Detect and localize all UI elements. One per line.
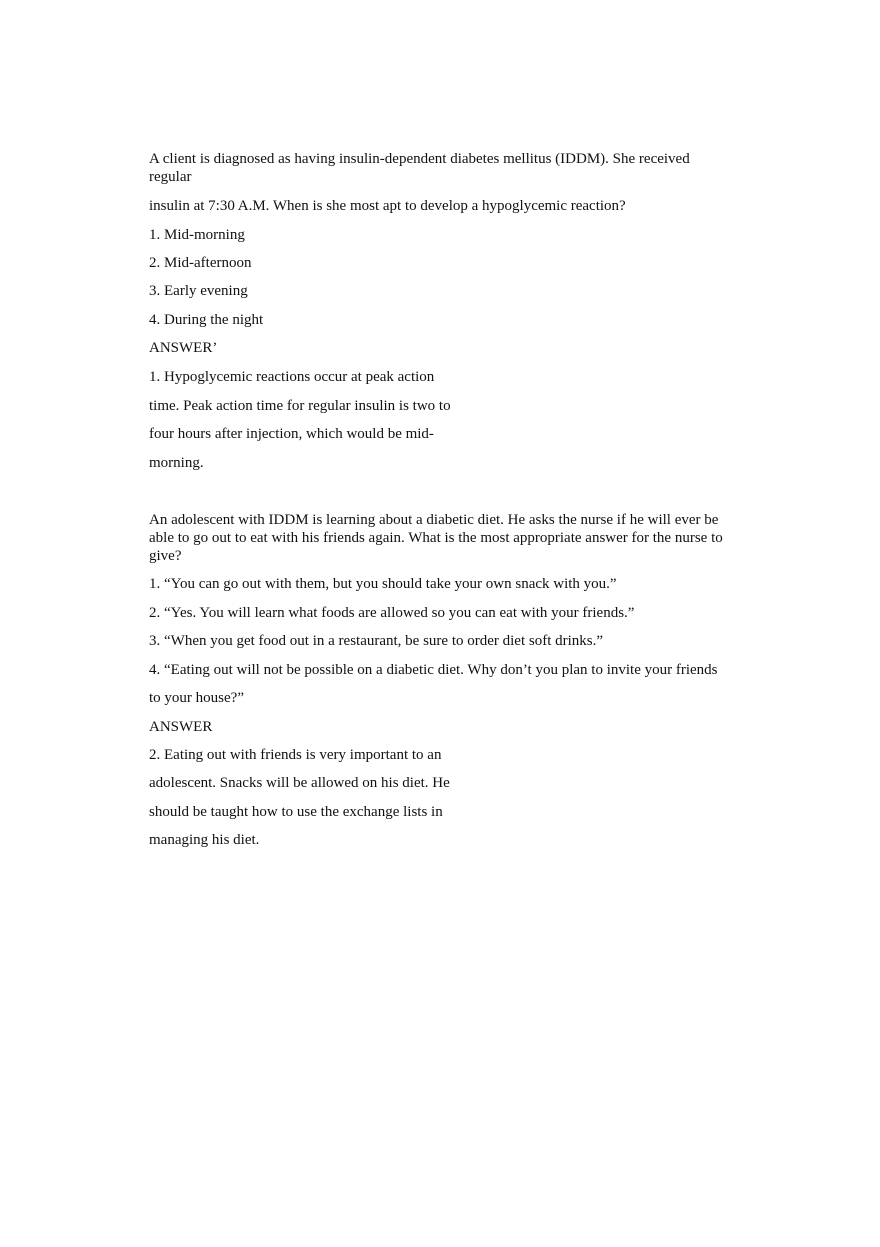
q2-option-3: 3. “When you get food out in a restaurant, be sure to order diet soft drinks.” <box>149 633 604 649</box>
q1-option-2: 2. Mid-afternoon <box>149 255 252 271</box>
q2-answer-line-3: should be taught how to use the exchange lists in <box>149 804 443 820</box>
q2-option-1: 1. “You can go out with them, but you should take your own snack with you.” <box>149 576 617 592</box>
q2-option-4-continued: to your house?” <box>149 690 244 706</box>
q2-option-4: 4. “Eating out will not be possible on a diabetic diet. Why don’t you plan to invite your friends <box>149 662 718 678</box>
q2-stem-line-2: able to go out to eat with his friends again. What is the most appropriate answer for the nurse to <box>149 530 723 546</box>
q1-answer-heading: ANSWER’ <box>149 340 218 356</box>
q2-answer-heading: ANSWER <box>149 719 213 735</box>
q2-option-2: 2. “Yes. You will learn what foods are allowed so you can eat with your friends.” <box>149 605 635 621</box>
q2-answer-line-1: 2. Eating out with friends is very important to an <box>149 747 442 763</box>
q1-option-4: 4. During the night <box>149 312 264 328</box>
q2-answer-line-4: managing his diet. <box>149 832 260 848</box>
q1-stem-line-1: A client is diagnosed as having insulin-dependent diabetes mellitus (IDDM). She received <box>149 151 690 167</box>
q2-stem-line-3: give? <box>149 548 182 564</box>
q1-answer-line-2: time. Peak action time for regular insulin is two to <box>149 398 451 414</box>
q2-stem-line-1: An adolescent with IDDM is learning about a diabetic diet. He asks the nurse if he will ever be <box>149 512 719 528</box>
q1-answer-line-3: four hours after injection, which would be mid- <box>149 426 434 442</box>
q1-answer-line-1: 1. Hypoglycemic reactions occur at peak action <box>149 369 435 385</box>
q1-option-3: 3. Early evening <box>149 283 248 299</box>
q2-answer-line-2: adolescent. Snacks will be allowed on his diet. He <box>149 775 450 791</box>
q1-stem-line-2: regular <box>149 169 192 185</box>
q1-option-1: 1. Mid-morning <box>149 227 245 243</box>
q1-answer-line-4: morning. <box>149 455 204 471</box>
q1-stem-line-3: insulin at 7:30 A.M. When is she most apt to develop a hypoglycemic reaction? <box>149 198 626 214</box>
